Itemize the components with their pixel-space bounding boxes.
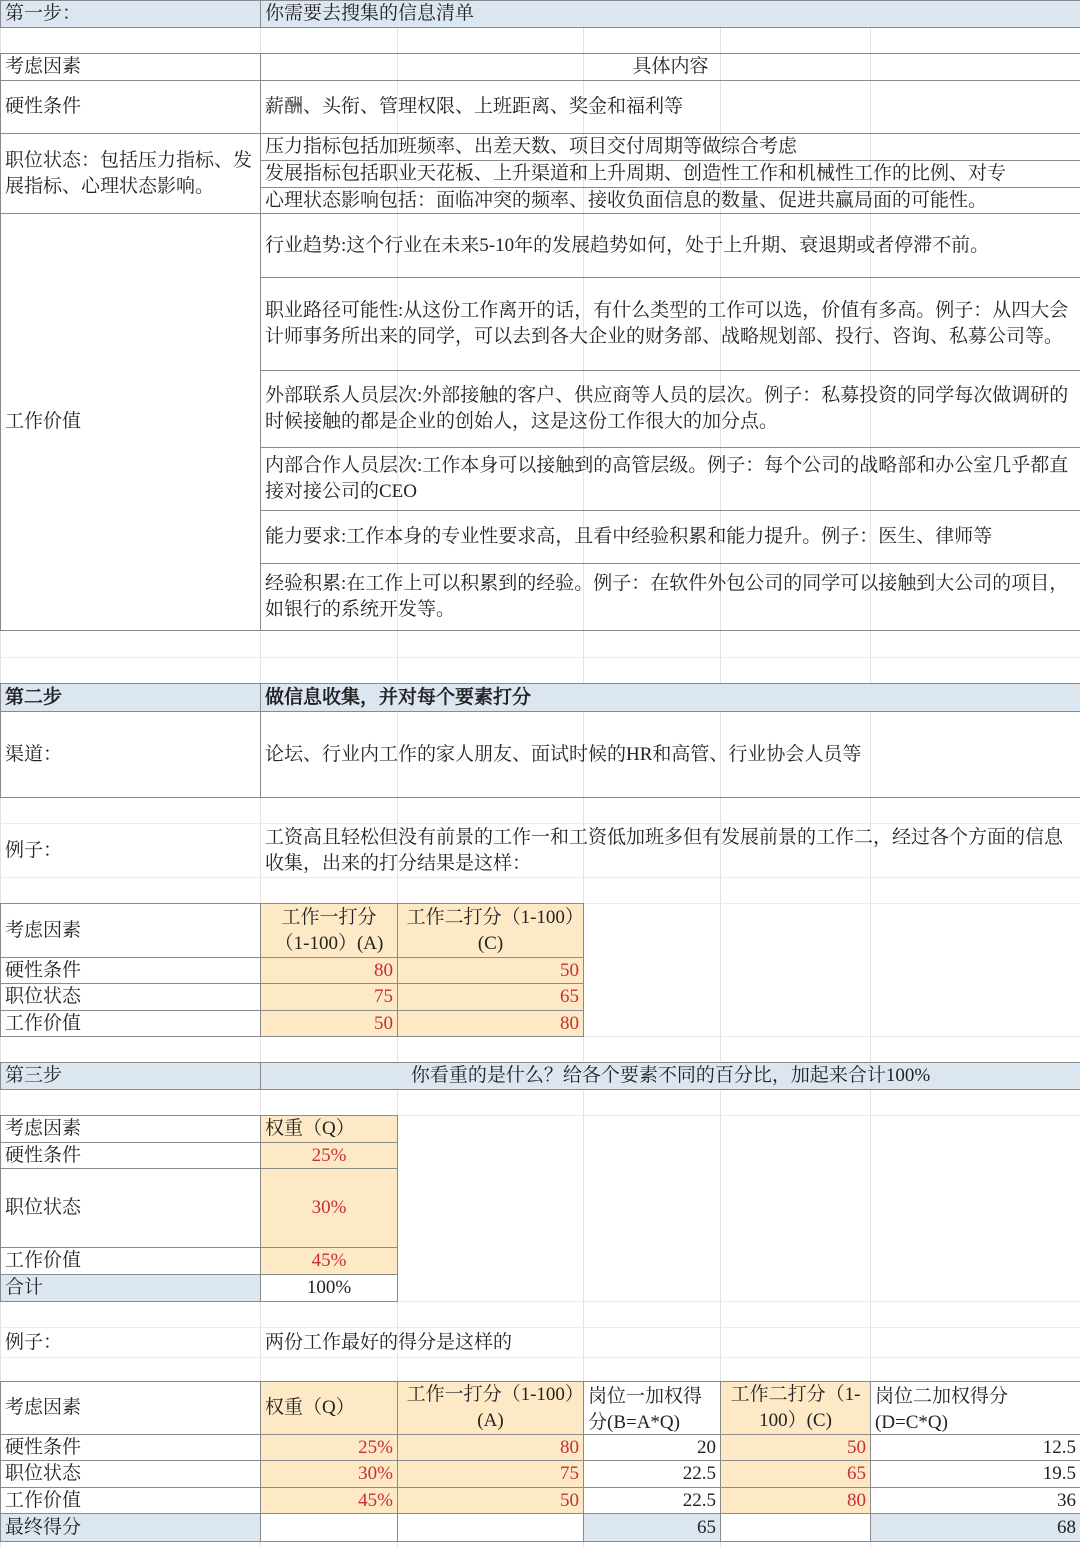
example2-content[interactable]: 两份工作最好的得分是这样的 <box>265 1331 513 1353</box>
example2-label[interactable]: 例子： <box>5 1331 63 1353</box>
t4-b[interactable]: 20 <box>583 1434 721 1461</box>
example-content[interactable]: 工资高且轻松但没有前景的工作一和工资低加班多但有发展前景的工作二，经过各个方面的信息收集，出来的打分结果是这样： <box>265 826 1064 874</box>
t3-weight[interactable]: 45% <box>260 1247 398 1275</box>
t4-a[interactable]: 80 <box>397 1434 584 1461</box>
t2-factor[interactable]: 硬性条件 <box>0 957 261 984</box>
t4-header[interactable]: 岗位一加权得分(B=A*Q) <box>583 1381 721 1435</box>
t4-b[interactable]: 22.5 <box>583 1487 721 1514</box>
step1-label[interactable]: 第一步： <box>0 0 261 28</box>
t2-score-c[interactable]: 50 <box>397 957 584 984</box>
step3-label[interactable]: 第三步 <box>0 1062 261 1090</box>
status-label[interactable]: 职位状态：包括压力指标、发展指标、心理状态影响。 <box>0 133 261 214</box>
t4-factor[interactable]: 工作价值 <box>0 1487 261 1514</box>
t4-final-empty[interactable] <box>397 1513 584 1542</box>
gridline <box>0 657 1080 658</box>
t4-a[interactable]: 50 <box>397 1487 584 1514</box>
t3-header-q[interactable]: 权重（Q） <box>260 1115 398 1143</box>
value-label[interactable]: 工作价值 <box>0 213 261 631</box>
t4-c[interactable]: 80 <box>720 1487 871 1514</box>
t3-factor[interactable]: 硬性条件 <box>0 1142 261 1169</box>
example-label[interactable]: 例子： <box>5 839 63 861</box>
t4-d[interactable]: 36 <box>870 1487 1080 1514</box>
t4-final-empty[interactable] <box>260 1513 398 1542</box>
t3-factor[interactable]: 工作价值 <box>0 1247 261 1275</box>
t2-score-c[interactable]: 80 <box>397 1010 584 1037</box>
t4-final-b[interactable]: 65 <box>583 1513 721 1542</box>
t4-q[interactable]: 30% <box>260 1460 398 1488</box>
step1-title[interactable]: 你需要去搜集的信息清单 <box>260 0 1080 28</box>
t4-header[interactable]: 工作二打分（1-100）(C) <box>720 1381 871 1435</box>
status-item[interactable]: 发展指标包括职业天花板、上升渠道和上升周期、创造性工作和机械性工作的比例、对专 <box>260 160 1080 188</box>
t2-header-c[interactable]: 工作二打分（1-100）(C) <box>397 903 584 958</box>
t4-q[interactable]: 25% <box>260 1434 398 1461</box>
t2-factor[interactable]: 工作价值 <box>0 1010 261 1037</box>
t2-score-a[interactable]: 80 <box>260 957 398 984</box>
value-item[interactable]: 外部联系人员层次:外部接触的客户、供应商等人员的层次。例子：私募投资的同学每次做调研的时候接触的都是企业的创始人，这是这份工作很大的加分点。 <box>260 370 1080 448</box>
t2-score-c[interactable]: 65 <box>397 983 584 1011</box>
t4-final-empty[interactable] <box>720 1513 871 1542</box>
t4-factor[interactable]: 硬性条件 <box>0 1434 261 1461</box>
step2-label[interactable]: 第二步 <box>0 683 261 712</box>
t2-score-a[interactable]: 75 <box>260 983 398 1011</box>
t4-header[interactable]: 考虑因素 <box>0 1381 261 1435</box>
t4-a[interactable]: 75 <box>397 1460 584 1488</box>
t4-header[interactable]: 工作一打分（1-100）(A) <box>397 1381 584 1435</box>
step3-title[interactable]: 你看重的是什么？给各个要素不同的百分比，加起来合计100% <box>260 1062 1080 1090</box>
value-item[interactable]: 内部合作人员层次:工作本身可以接触到的高管层级。例子：每个公司的战略部和办公室几乎都直接对接公司的CEO <box>260 447 1080 511</box>
t3-total-label[interactable]: 合计 <box>0 1274 261 1302</box>
t3-weight[interactable]: 25% <box>260 1142 398 1169</box>
channel-content[interactable]: 论坛、行业内工作的家人朋友、面试时候的HR和高管、行业协会人员等 <box>260 711 1080 798</box>
t4-header[interactable]: 权重（Q） <box>260 1381 398 1435</box>
t4-d[interactable]: 19.5 <box>870 1460 1080 1488</box>
status-item[interactable]: 压力指标包括加班频率、出差天数、项目交付周期等做综合考虑 <box>260 133 1080 161</box>
value-item[interactable]: 行业趋势:这个行业在未来5-10年的发展趋势如何，处于上升期、衰退期或者停滞不前。 <box>260 213 1080 278</box>
step2-title[interactable]: 做信息收集，并对每个要素打分 <box>260 683 1080 712</box>
t4-header[interactable]: 岗位二加权得分(D=C*Q) <box>870 1381 1080 1435</box>
t4-c[interactable]: 50 <box>720 1434 871 1461</box>
hard-label[interactable]: 硬性条件 <box>0 80 261 134</box>
t3-total-value[interactable]: 100% <box>260 1274 398 1302</box>
t4-factor[interactable]: 职位状态 <box>0 1460 261 1488</box>
t3-weight[interactable]: 30% <box>260 1168 398 1248</box>
t2-header-factor[interactable]: 考虑因素 <box>0 903 261 958</box>
t2-score-a[interactable]: 50 <box>260 1010 398 1037</box>
header-factor[interactable]: 考虑因素 <box>0 53 261 81</box>
t2-factor[interactable]: 职位状态 <box>0 983 261 1011</box>
hard-content[interactable]: 薪酬、头衔、管理权限、上班距离、奖金和福利等 <box>260 80 1080 134</box>
t4-b[interactable]: 22.5 <box>583 1460 721 1488</box>
t4-q[interactable]: 45% <box>260 1487 398 1514</box>
header-content[interactable]: 具体内容 <box>260 53 1080 81</box>
t4-c[interactable]: 65 <box>720 1460 871 1488</box>
value-item[interactable]: 经验积累:在工作上可以积累到的经验。例子：在软件外包公司的同学可以接触到大公司的项目，如银行的系统开发等。 <box>260 563 1080 631</box>
t4-d[interactable]: 12.5 <box>870 1434 1080 1461</box>
status-item[interactable]: 心理状态影响包括：面临冲突的频率、接收负面信息的数量、促进共赢局面的可能性。 <box>260 187 1080 214</box>
t3-factor[interactable]: 职位状态 <box>0 1168 261 1248</box>
channel-label[interactable]: 渠道： <box>0 711 261 798</box>
t4-final-label[interactable]: 最终得分 <box>0 1513 261 1542</box>
value-item[interactable]: 能力要求:工作本身的专业性要求高，且看中经验积累和能力提升。例子：医生、律师等 <box>260 510 1080 564</box>
t2-header-a[interactable]: 工作一打分（1-100）(A) <box>260 903 398 958</box>
value-item[interactable]: 职业路径可能性:从这份工作离开的话，有什么类型的工作可以选，价值有多高。例子：从四大会计师事务所出来的同学，可以去到各大企业的财务部、战略规划部、投行、咨询、私募公司等。 <box>260 277 1080 371</box>
t3-header-factor[interactable]: 考虑因素 <box>0 1115 261 1143</box>
t4-final-d[interactable]: 68 <box>870 1513 1080 1542</box>
